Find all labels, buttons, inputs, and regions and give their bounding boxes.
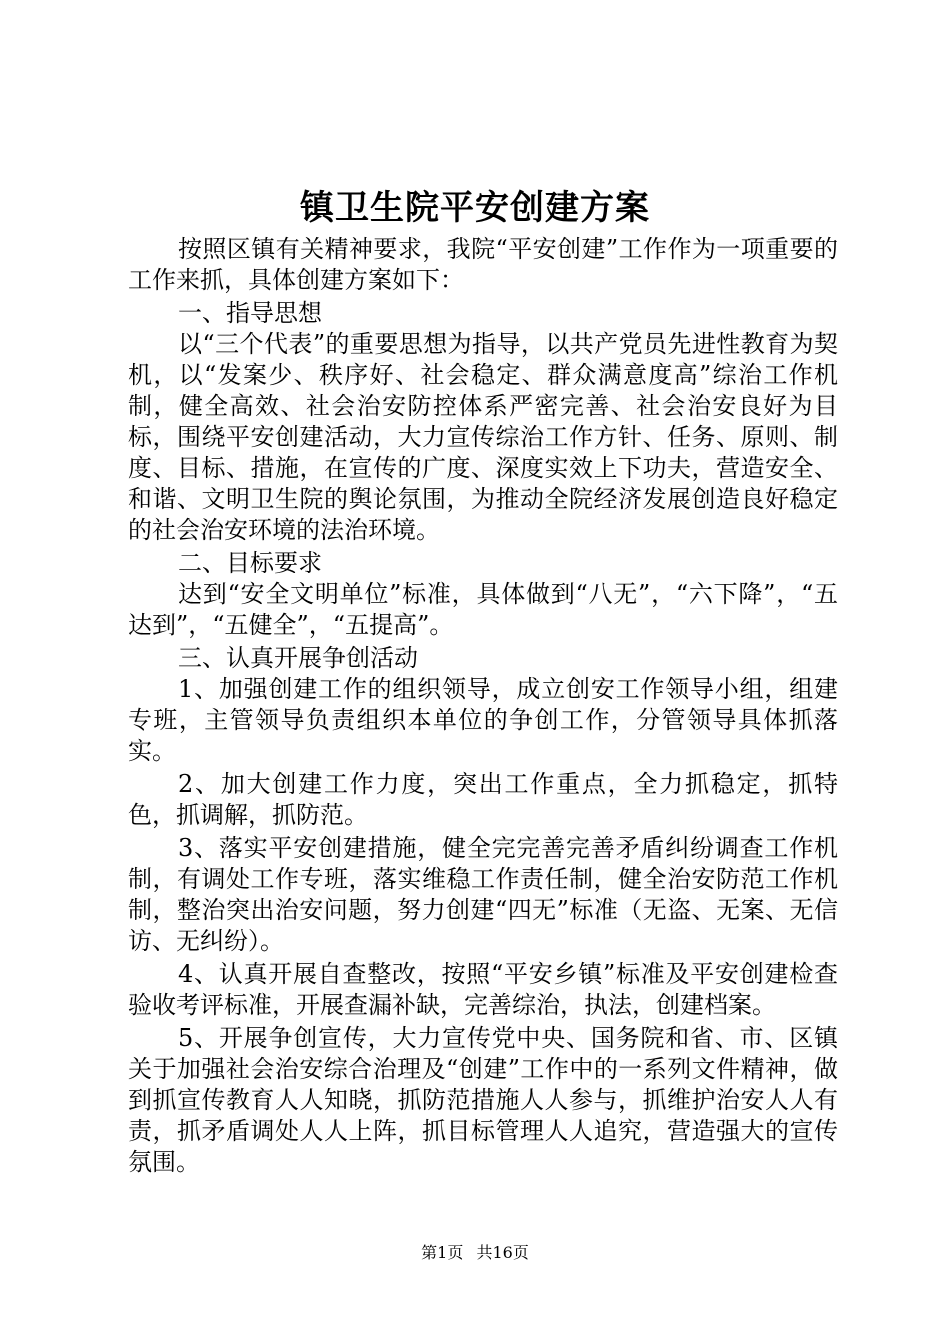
- activity-item-2: 2、加大创建工作力度，突出工作重点，全力抓稳定，抓特色，抓调解，抓防范。: [128, 770, 838, 829]
- section-heading-goals: 二、目标要求: [178, 549, 322, 577]
- page-total: 共16页: [476, 1243, 529, 1262]
- activity-item-1: 1、加强创建工作的组织领导，成立创安工作领导小组，组建专班，主管领导负责组织本单位的争创工作，分管领导具体抓落实。: [128, 675, 838, 765]
- activity-item-5: 5、开展争创宣传，大力宣传党中央、国务院和省、市、区镇关于加强社会治安综合治理及“创建”工作中的一系列文件精神，做到抓宣传教育人人知晓，抓防范措施人人参与，抓维护治安人人有责，抓矛盾调处人人上阵，抓目标管理人人追究，营造强大的宣传氛围。: [128, 1024, 838, 1176]
- activity-item-4: 4、认真开展自查整改，按照“平安乡镇”标准及平安创建检查验收考评标准，开展查漏补缺，完善综治，执法，创建档案。: [128, 960, 838, 1019]
- goals-paragraph: 达到“安全文明单位”标准，具体做到“八无”，“六下降”，“五达到”，“五健全”，“五提高”。: [128, 580, 838, 639]
- page-number: 第1页: [421, 1243, 464, 1262]
- section-heading-activities: 三、认真开展争创活动: [178, 644, 418, 672]
- guiding-thought-paragraph: 以“三个代表”的重要思想为指导，以共产党员先进性教育为契机，以“发案少、秩序好、社会稳定、群众满意度高”综治工作机制，健全高效、社会治安防控体系严密完善、社会治安良好为目标，围绕平安创建活动，大力宣传综治工作方针、任务、原则、制度、目标、措施，在宣传的广度、深度实效上下功夫，营造安全、和谐、文明卫生院的舆论氛围，为推动全院经济发展创造良好稳定的社会治安环境的法治环境。: [128, 330, 838, 544]
- intro-paragraph: 按照区镇有关精神要求，我院“平安创建”工作作为一项重要的工作来抓，具体创建方案如下：: [128, 235, 838, 294]
- activity-item-3: 3、落实平安创建措施，健全完完善完善矛盾纠纷调查工作机制，有调处工作专班，落实维稳工作责任制，健全治安防范工作机制，整治突出治安问题，努力创建“四无”标准（无盗、无案、无信访、无纠纷）。: [128, 834, 838, 955]
- document-title: 镇卫生院平安创建方案: [300, 188, 650, 228]
- page-footer: [0, 1242, 950, 1264]
- document-body: [128, 234, 838, 1180]
- section-heading-guiding-thought: 一、指导思想: [178, 299, 322, 327]
